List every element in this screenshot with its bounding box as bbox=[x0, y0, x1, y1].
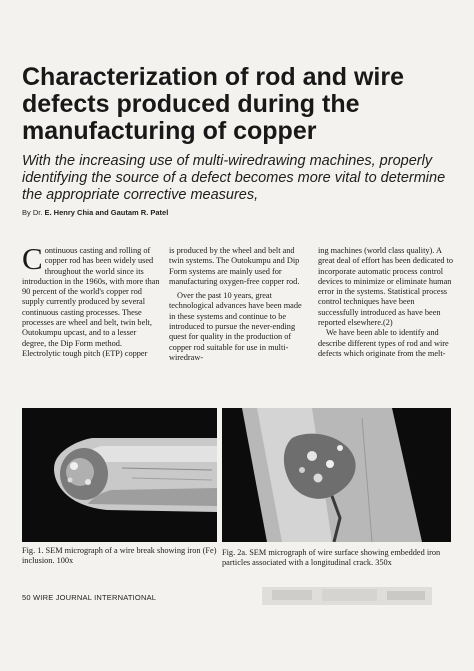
col2-paragraph-1: is produced by the wheel and belt and twin systems. The Outokumpu and Dip Form systems are mainly used for manufacturing oxygen-free copper rod. bbox=[169, 246, 300, 286]
byline bbox=[22, 208, 168, 217]
figure-1-caption: Fig. 1. SEM micrograph of a wire break showing iron (Fe) inclusion. 100x bbox=[22, 546, 217, 565]
col1-text: ontinuous casting and rolling of copper rod has been widely used throughout the world since its introduction in the 1960s, with more than 90 percent of the world's copper rod supply currently produced by several continuous casting processes. These processes are wheel and belt, twin belt, Outokumpu upcast, and to a lesser degree, the Dip Form method. Electrolytic tough pitch (ETP) copper bbox=[22, 246, 160, 358]
byline-authors: E. Henry Chia and Gautam R. Patel bbox=[44, 208, 169, 217]
paragraph-intro bbox=[22, 241, 162, 359]
figure-2a-micrograph bbox=[222, 408, 451, 542]
col2-paragraph-2: Over the past 10 years, great technological advances have been made in these systems and continue to be introduced to pursue the never-ending quest for quality in the production of copper rod suitable for use in multi-wiredraw- bbox=[169, 291, 302, 362]
wire-surface-image bbox=[222, 408, 451, 542]
body-column-2 bbox=[169, 246, 305, 363]
byline-prefix: By Dr. bbox=[22, 208, 43, 217]
figure-2a-caption: Fig. 2a. SEM micrograph of wire surface showing embedded iron particles associated with a longitudinal crack. 350x bbox=[222, 548, 441, 567]
wire-break-image bbox=[22, 408, 217, 542]
body-column-3 bbox=[318, 246, 454, 359]
scan-noise-texture bbox=[262, 587, 432, 605]
col3-paragraph-1: ing machines (world class quality). A great deal of effort has been dedicated to incorporate automatic process control devices to minimize or eliminate human error in the systems. Statistical process control techniques have been successfully introduced as have been reported elsewhere.(2) bbox=[318, 246, 454, 328]
article-dek: With the increasing use of multi-wiredrawing machines, properly identifying the source of a defect becomes more vital to determine the appropriate corrective measures, bbox=[22, 153, 446, 203]
page-footer: 50 WIRE JOURNAL INTERNATIONAL bbox=[22, 593, 157, 602]
body-column-1 bbox=[22, 241, 162, 359]
article-title: Characterization of rod and wire defects produced during the manufacturing of copper bbox=[22, 63, 405, 145]
drop-cap: C bbox=[22, 241, 43, 276]
figure-1-micrograph bbox=[22, 408, 217, 542]
col3-paragraph-2: We have been able to identify and describe different types of rod and wire defects which originate from the melt- bbox=[318, 328, 449, 358]
